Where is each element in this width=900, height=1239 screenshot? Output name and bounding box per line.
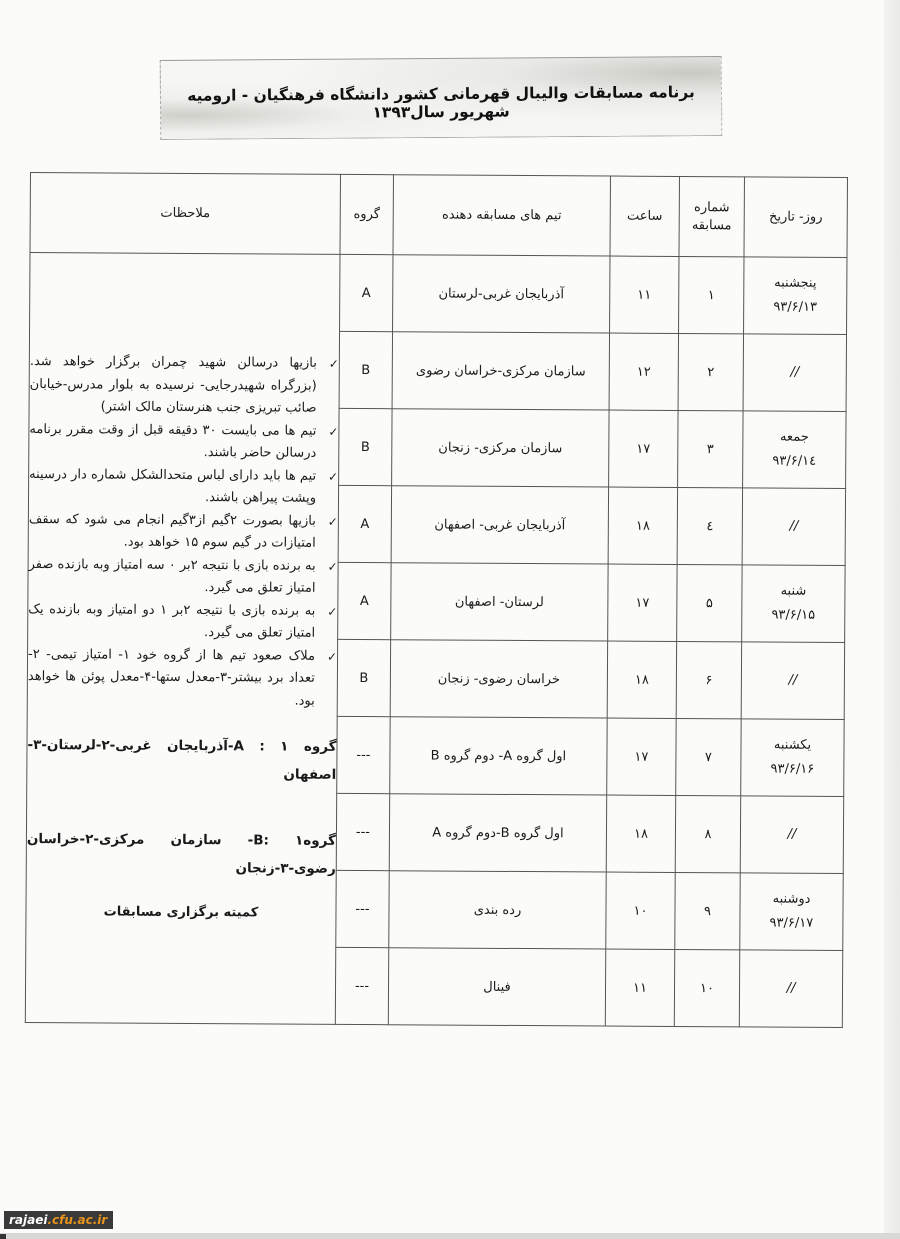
scan-edge bbox=[884, 0, 900, 1239]
group-cell: B bbox=[339, 408, 392, 485]
match-number-cell: ۵ bbox=[677, 564, 742, 641]
day-label: دوشنبه bbox=[772, 891, 811, 907]
time-cell: ۱۷ bbox=[608, 564, 677, 641]
time-cell: ۱۱ bbox=[605, 949, 674, 1026]
check-icon: ✓ bbox=[328, 357, 339, 372]
note-text: بازیها بصورت ۲گیم از۳گیم انجام می شود که سقف امتیازات در گیم سوم ۱۵ خواهد بود. bbox=[28, 511, 316, 552]
note-text: ملاک صعود تیم ها از گروه خود ۱- امتیاز تیمی- ۲- تعداد برد بیشتر-۳-معدل ستها-۴-معدل پوئن ها خواهد بود. bbox=[27, 646, 316, 709]
note-item bbox=[29, 464, 338, 511]
date-cell bbox=[742, 565, 845, 643]
match-number-cell: ۷ bbox=[676, 718, 741, 795]
check-icon: ✓ bbox=[326, 649, 338, 664]
note-item bbox=[28, 644, 337, 713]
day-label: شنبه bbox=[780, 583, 807, 599]
date-label: ۹۳/۶/۱۷ bbox=[769, 915, 814, 931]
group-cell: A bbox=[340, 254, 393, 331]
time-cell: ۱۲ bbox=[609, 333, 678, 410]
group-cell: B bbox=[337, 639, 390, 716]
note-text: به برنده بازی با نتیجه ۲بر ۱ دو امتیاز وبه بازنده یک امتیاز تعلق می گیرد. bbox=[28, 601, 316, 642]
note-text: بازیها درسالن شهید چمران برگزار خواهد شد.(بزرگراه شهیدرجایی- نرسیده به بلوار مدرس-خیابان صائب تبریزی جنب هنرستان مالک اشتر) bbox=[29, 354, 317, 417]
time-cell: ۱۸ bbox=[608, 487, 677, 564]
time-cell: ۱۸ bbox=[606, 795, 675, 872]
date-cell bbox=[739, 950, 842, 1028]
teams-cell: آذربایجان غربی- اصفهان bbox=[391, 486, 608, 564]
date-cell bbox=[740, 796, 843, 874]
teams-cell: سازمان مرکزی-خراسان رضوی bbox=[392, 332, 609, 410]
group-cell: A bbox=[338, 485, 391, 562]
day-label: یکشنبه bbox=[773, 737, 812, 753]
note-item bbox=[29, 351, 338, 420]
match-number-cell: ۳ bbox=[678, 410, 743, 487]
document-title: برنامه مسابقات والیبال قهرمانی کشور دانشگاه فرهنگیان - ارومیه شهریور سال۱۳۹۳ bbox=[187, 83, 695, 122]
match-number-cell: ۱۰ bbox=[674, 949, 739, 1026]
teams-cell: لرستان- اصفهان bbox=[391, 563, 608, 641]
date-label: // bbox=[790, 364, 800, 380]
match-number-cell: ۱ bbox=[679, 256, 744, 333]
check-icon: ✓ bbox=[328, 424, 339, 439]
group-cell: --- bbox=[337, 716, 390, 793]
note-item bbox=[29, 509, 338, 556]
teams-cell: خراسان رضوی- زنجان bbox=[390, 640, 607, 718]
header-date: روز- تاریخ bbox=[744, 177, 847, 258]
note-item bbox=[29, 419, 338, 466]
time-cell: ۱۷ bbox=[607, 718, 676, 795]
date-cell bbox=[742, 488, 845, 566]
site-watermark bbox=[4, 1211, 113, 1229]
group-b-list: گروهB: ۱- سازمان مرکزی-۲-خراسان رضوی-۳-زنجان bbox=[26, 831, 336, 878]
note-item bbox=[28, 554, 337, 601]
date-label: ۹۳/۶/۱۶ bbox=[770, 761, 815, 777]
scan-corner-mark bbox=[0, 1234, 6, 1239]
note-text: تیم ها باید دارای لباس متحدالشکل شماره دار درسینه وپشت پیراهن باشند. bbox=[29, 466, 317, 507]
date-label: ۹۳/۶/۱۵ bbox=[771, 607, 816, 623]
time-cell: ۱۱ bbox=[610, 256, 679, 333]
group-cell: --- bbox=[336, 793, 389, 870]
date-label: ۹۳/۶/۱٤ bbox=[772, 453, 817, 469]
groups-block bbox=[27, 731, 337, 883]
group-cell: --- bbox=[335, 947, 388, 1024]
note-text: تیم ها می بایست ۳۰ دقیقه قبل از وقت مقرر برنامه درسالن حاضر باشند. bbox=[29, 421, 317, 462]
date-cell bbox=[740, 873, 843, 951]
group-cell: --- bbox=[336, 870, 389, 947]
match-number-cell: ۲ bbox=[678, 333, 743, 410]
group-cell: B bbox=[339, 331, 392, 408]
header-notes: ملاحظات bbox=[30, 173, 340, 255]
date-label: ۹۳/۶/۱۳ bbox=[773, 299, 818, 315]
time-cell: ۱۸ bbox=[607, 641, 676, 718]
time-cell: ۱۰ bbox=[606, 872, 675, 949]
check-icon: ✓ bbox=[328, 469, 339, 484]
group-cell: A bbox=[338, 562, 391, 639]
notes-list bbox=[28, 351, 339, 713]
day-label: جمعه bbox=[779, 429, 809, 445]
date-cell bbox=[741, 719, 844, 797]
time-cell: ۱۷ bbox=[609, 410, 678, 487]
date-cell bbox=[743, 334, 846, 412]
committee-signature: کمیته برگزاری مسابقات bbox=[103, 904, 259, 921]
check-icon: ✓ bbox=[327, 604, 338, 619]
teams-cell: فینال bbox=[388, 948, 605, 1026]
header-teams: تیم های مسابقه دهنده bbox=[393, 175, 610, 256]
match-number-cell: ٤ bbox=[677, 487, 742, 564]
watermark-part1: rajaei bbox=[9, 1213, 48, 1227]
teams-cell: اول گروه B-دوم گروه A bbox=[389, 794, 606, 872]
teams-cell: رده بندی bbox=[389, 871, 606, 949]
group-a-list: گروه A : ۱-آذربایجان غربی-۲-لرستان-۳-اصفهان bbox=[27, 737, 337, 784]
notes-cell bbox=[25, 253, 340, 1025]
date-label: // bbox=[787, 826, 797, 842]
table-row bbox=[30, 253, 847, 335]
note-item bbox=[28, 599, 337, 646]
title-banner bbox=[160, 56, 723, 140]
check-icon: ✓ bbox=[327, 559, 338, 574]
teams-cell: آذربایجان غربی-لرستان bbox=[393, 255, 610, 333]
date-label: // bbox=[788, 672, 798, 688]
header-match-number: شماره مسابقه bbox=[679, 176, 744, 256]
check-icon: ✓ bbox=[327, 514, 338, 529]
match-number-cell: ۹ bbox=[675, 872, 740, 949]
match-number-cell: ۶ bbox=[676, 641, 741, 718]
date-cell bbox=[743, 411, 846, 489]
date-cell bbox=[741, 642, 844, 720]
watermark-part2: .cfu.ac.ir bbox=[47, 1213, 108, 1227]
date-label: // bbox=[789, 518, 799, 534]
teams-cell: سازمان مرکزی- زنجان bbox=[392, 409, 609, 487]
scan-bottom-edge bbox=[0, 1233, 900, 1239]
table-header-row bbox=[30, 173, 847, 258]
header-time: ساعت bbox=[610, 176, 679, 256]
date-label: // bbox=[786, 980, 796, 996]
teams-cell: اول گروه A- دوم گروه B bbox=[390, 717, 607, 795]
date-cell bbox=[744, 257, 847, 335]
match-number-cell: ۸ bbox=[675, 795, 740, 872]
schedule-table bbox=[25, 172, 848, 1028]
header-group: گروه bbox=[340, 174, 393, 254]
note-text: به برنده بازی با نتیجه ۲بر ۰ سه امتیاز وبه بازنده صفر امتیاز تعلق می گیرد. bbox=[28, 556, 316, 597]
day-label: پنجشنبه bbox=[774, 275, 817, 291]
